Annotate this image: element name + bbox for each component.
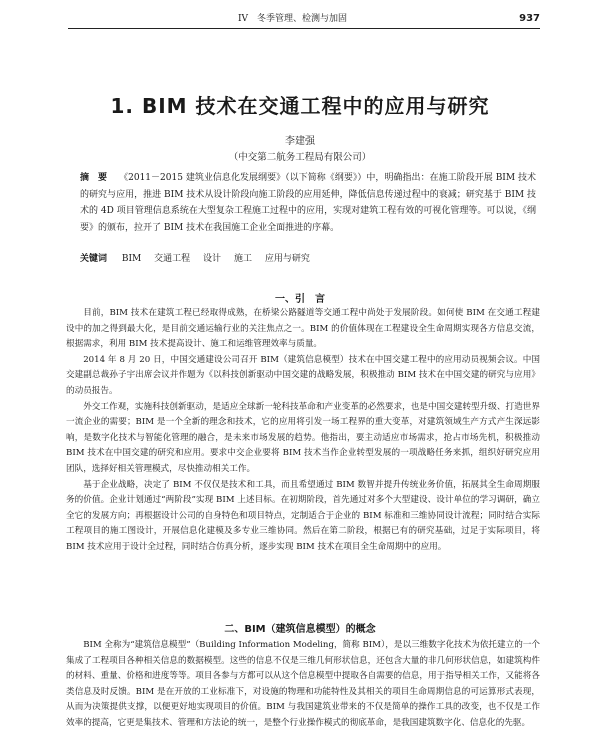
- paragraph: BIM 全称为“建筑信息模型”（Building Information Modeling，简称 BIM），是以三维数字化技术为依托建立的一个集成了工程项目各种相关信息的数据模型。这些的信息不仅是三维几何形状信息，还包含大量的非几何形状信息，如建筑构件的材料、重量、价格和进度等等。项目各参与方都可以从这个信息模型中提取各自需要的信息，用于指导相关工作，又能将各类信息及时反馈。BIM 是在开放的工业标准下，对设施的物理和功能特性及其相关的项目生命周期信息的可运算形式表现，从而为决策提供支撑，以便更好地实现项目的价值。BIM 与我国建筑业带来的不仅是简单的操作工具的改变，也不仅是工作效率的提高，它更是集技术、管理和方法论的统一，是整个行业操作模式的彻底革命，是我国建筑数字化、信息化的先驱。: [66, 640, 540, 728]
- section-heading-introduction: 一、引 言: [275, 294, 325, 305]
- keyword: BIM: [121, 254, 142, 264]
- running-header: [68, 12, 540, 29]
- section-introduction-body: [66, 306, 540, 556]
- paragraph: 基于企业战略，决定了 BIM 不仅仅是技术和工具，而且希望通过 BIM 数智并提升传统业务价值，拓展其全生命周期服务的价值。企业计划通过“两阶段”实现 BIM 上述目标。在初期阶段，首先通过对多个大型建设、设计单位的学习调研，确立全它的发展方向；再根据设计公司的自身特色和项目特点，定制适合于企业的 BIM 标准和三维协同设计流程；同时结合实际工程项目的施工图设计，开展信息化建模及多专业三维协同。然后在第二阶段，根据已有的研究基础，过足于实际项目，将 BIM 技术应用于设计全过程，同时结合仿真分析，逐步实现 BIM 技术在项目全生命周期中的应用。: [66, 479, 540, 552]
- keyword: 交通工程: [154, 254, 191, 264]
- author: 李建强: [285, 136, 315, 147]
- paragraph: 外交工作观，实施科技创新驱动，是适应全球新一轮科技革命和产业变革的必然要求，也是中国交建转型升级、打造世界一流企业的需要；BIM 是一个全新的理念和技术，它的应用将引发一场工程界的重大变革，对建筑领域生产方式产生深远影响，是数字化技术与智能化管理的融合，是未来市场发展的趋势。他指出，要主动适应市场需求，抢占市场先机，积极推动 BIM 技术在中国交建的研究和应用。要求中交企业要将 BIM 技术当作企业转型发展的一项战略任务来抓，组织好研究应用团队，选择好相关管理模式，尽快推动相关工作。: [66, 401, 540, 474]
- section-bim-concept-body: [66, 638, 540, 732]
- abstract-label: 摘 要: [80, 173, 108, 183]
- header-section-title: IV 冬季管理、检测与加固: [238, 14, 348, 24]
- article-title: 1. BIM 技术在交通工程中的应用与研究: [110, 94, 490, 118]
- keywords: [80, 251, 536, 264]
- affiliation: （中交第二航务工程局有限公司）: [228, 152, 372, 163]
- keywords-label: 关键词: [80, 254, 108, 264]
- paragraph: 2014 年 8 月 20 日，中国交通建设公司召开 BIM（建筑信息模型）技术在中国交建工程中的应用动员视频会议。中国交建副总裁孙子宇出席会议并作题为《以科技创新驱动中国交建的战略发展，积极推动 BIM 技术在中国交建的研究与应用》的动员报告。: [66, 354, 540, 396]
- abstract-text: 《2011－2015 建筑业信息化发展纲要》（以下简称《纲要》）中，明确指出：在施工阶段开展 BIM 技术的研究与应用，推进 BIM 技术从设计阶段向施工阶段的应用延伸，降低信息传递过程中的衰减；研究基于 BIM 技术的 4D 项目管理信息系统在大型复杂工程施工过程中的应用，实现对建筑工程有效的可视化管理等。可以说，《纲要》的颁布，拉开了 BIM 技术在我国施工企业全面推进的序幕。: [80, 173, 536, 233]
- paragraph: 目前，BIM 技术在建筑工程已经取得成熟，在桥梁公路隧道等交通工程中尚处于发展阶段。如何使 BIM 在交通工程建设中的加之得到最大化，是目前交通运输行业的关注焦点之一。BIM 的价值体现在工程建设全生命周期实现各方信息交流，根据需求，利用 BIM 技术提高设计、施工和运维管理效率与质量。: [66, 308, 540, 350]
- keyword: 应用与研究: [264, 254, 310, 264]
- keyword: 施工: [233, 254, 252, 264]
- abstract: [80, 170, 536, 236]
- keyword: 设计: [203, 254, 222, 264]
- page-number: 937: [519, 13, 540, 24]
- section-heading-bim-concept: 二、BIM（建筑信息模型）的概念: [224, 624, 376, 635]
